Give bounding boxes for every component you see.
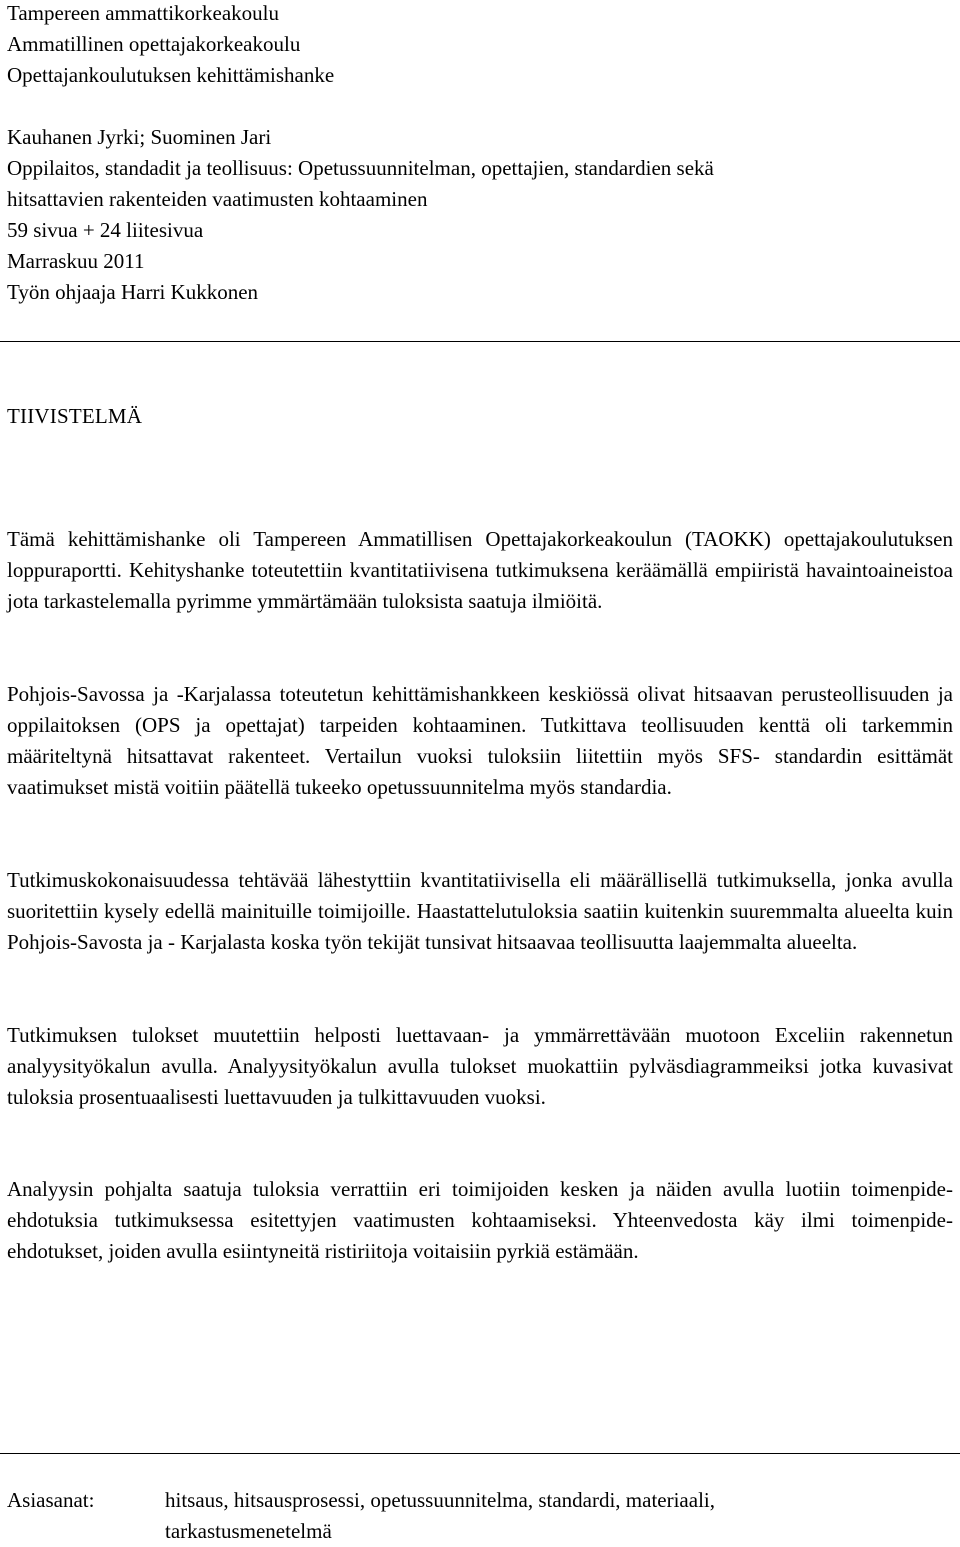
thesis-title-line-2: hitsattavien rakenteiden vaatimusten kohtaaminen xyxy=(7,187,428,211)
institution-name: Tampereen ammattikorkeakoulu xyxy=(7,1,280,25)
document-header xyxy=(7,0,714,308)
supervisor: Työn ohjaaja Harri Kukkonen xyxy=(7,280,259,304)
abstract-paragraph: Tutkimuskokonaisuudessa tehtävää lähestyttiin kvantitatiivisella eli määrällisellä tutkimuksella, jonka avulla suoritettiin kysely edellä mainituille toimijoille. Haastattelutuloksia saatiin kuitenkin suuremmalta alueelta kuin Pohjois-Savosta ja - Karjalasta koska työn tekijät tunsivat hitsaavaa teollisuutta laajemmalta alueelta. xyxy=(7,868,953,954)
abstract-heading: TIIVISTELMÄ xyxy=(7,404,143,428)
abstract-paragraph: Tutkimuksen tulokset muutettiin helposti luettavaan- ja ymmärrettävään muotoon Exceliin rakennetun analyysityökalun avulla. Analyysityökalun avulla tulokset muokattiin pylväsdiagrammeiksi jotka kuvasivat tuloksia prosentuaalisesti luettavuuden ja tulkittavuuden vuoksi. xyxy=(7,1023,953,1109)
page-count: 59 sivua + 24 liitesivua xyxy=(7,218,204,242)
abstract-paragraph: Analyysin pohjalta saatuja tuloksia verrattiin eri toimijoiden kesken ja näiden avulla luotiin toimenpide-ehdotuksia tutkimuksessa esitettyjen vaatimusten kohtaamiseksi. Yhteenvedosta käy ilmi toimenpide-ehdotukset, joiden avulla esiintyneitä ristiriitoja voitaisiin pyrkiä estämään. xyxy=(7,1177,953,1263)
thesis-title-line-1: Oppilaitos, standadit ja teollisuus: Opetussuunnitelman, opettajien, standardien sekä xyxy=(7,156,714,180)
abstract-paragraph: Pohjois-Savossa ja -Karjalassa toteutetun kehittämishankkeen keskiössä olivat hitsaavan perusteollisuuden ja oppilaitoksen (OPS ja opettajat) tarpeiden kohtaaminen. Tutkittava teollisuuden kenttä oli tarkemmin määriteltynä hitsattavat rakenteet. Vertailun vuoksi tuloksiin liitettiin myös SFS- standardin esittämät vaatimukset mistä voitiin päätellä tukeeko opetussuunnitelma myös standardia. xyxy=(7,682,953,799)
keywords-label: Asiasanat: xyxy=(7,1488,95,1512)
blank-line xyxy=(7,91,714,122)
bottom-divider xyxy=(0,1453,960,1454)
authors: Kauhanen Jyrki; Suominen Jari xyxy=(7,125,272,149)
keywords-value: hitsaus, hitsausprosessi, opetussuunnitelma, standardi, materiaali, tarkastusmenetelmä xyxy=(165,1488,715,1543)
department-name: Ammatillinen opettajakorkeakoulu xyxy=(7,32,301,56)
publication-date: Marraskuu 2011 xyxy=(7,249,145,273)
top-divider xyxy=(0,341,960,342)
project-type: Opettajankoulutuksen kehittämishanke xyxy=(7,63,335,87)
abstract-paragraph: Tämä kehittämishanke oli Tampereen Ammatillisen Opettajakorkeakoulun (TAOKK) opettajakoulutuksen loppuraportti. Kehityshanke toteutettiin kvantitatiivisena tutkimuksena keräämällä empiiristä havaintoaineistoa jota tarkastelemalla pyrimme ymmärtämään tuloksista saatuja ilmiöitä. xyxy=(7,527,953,613)
